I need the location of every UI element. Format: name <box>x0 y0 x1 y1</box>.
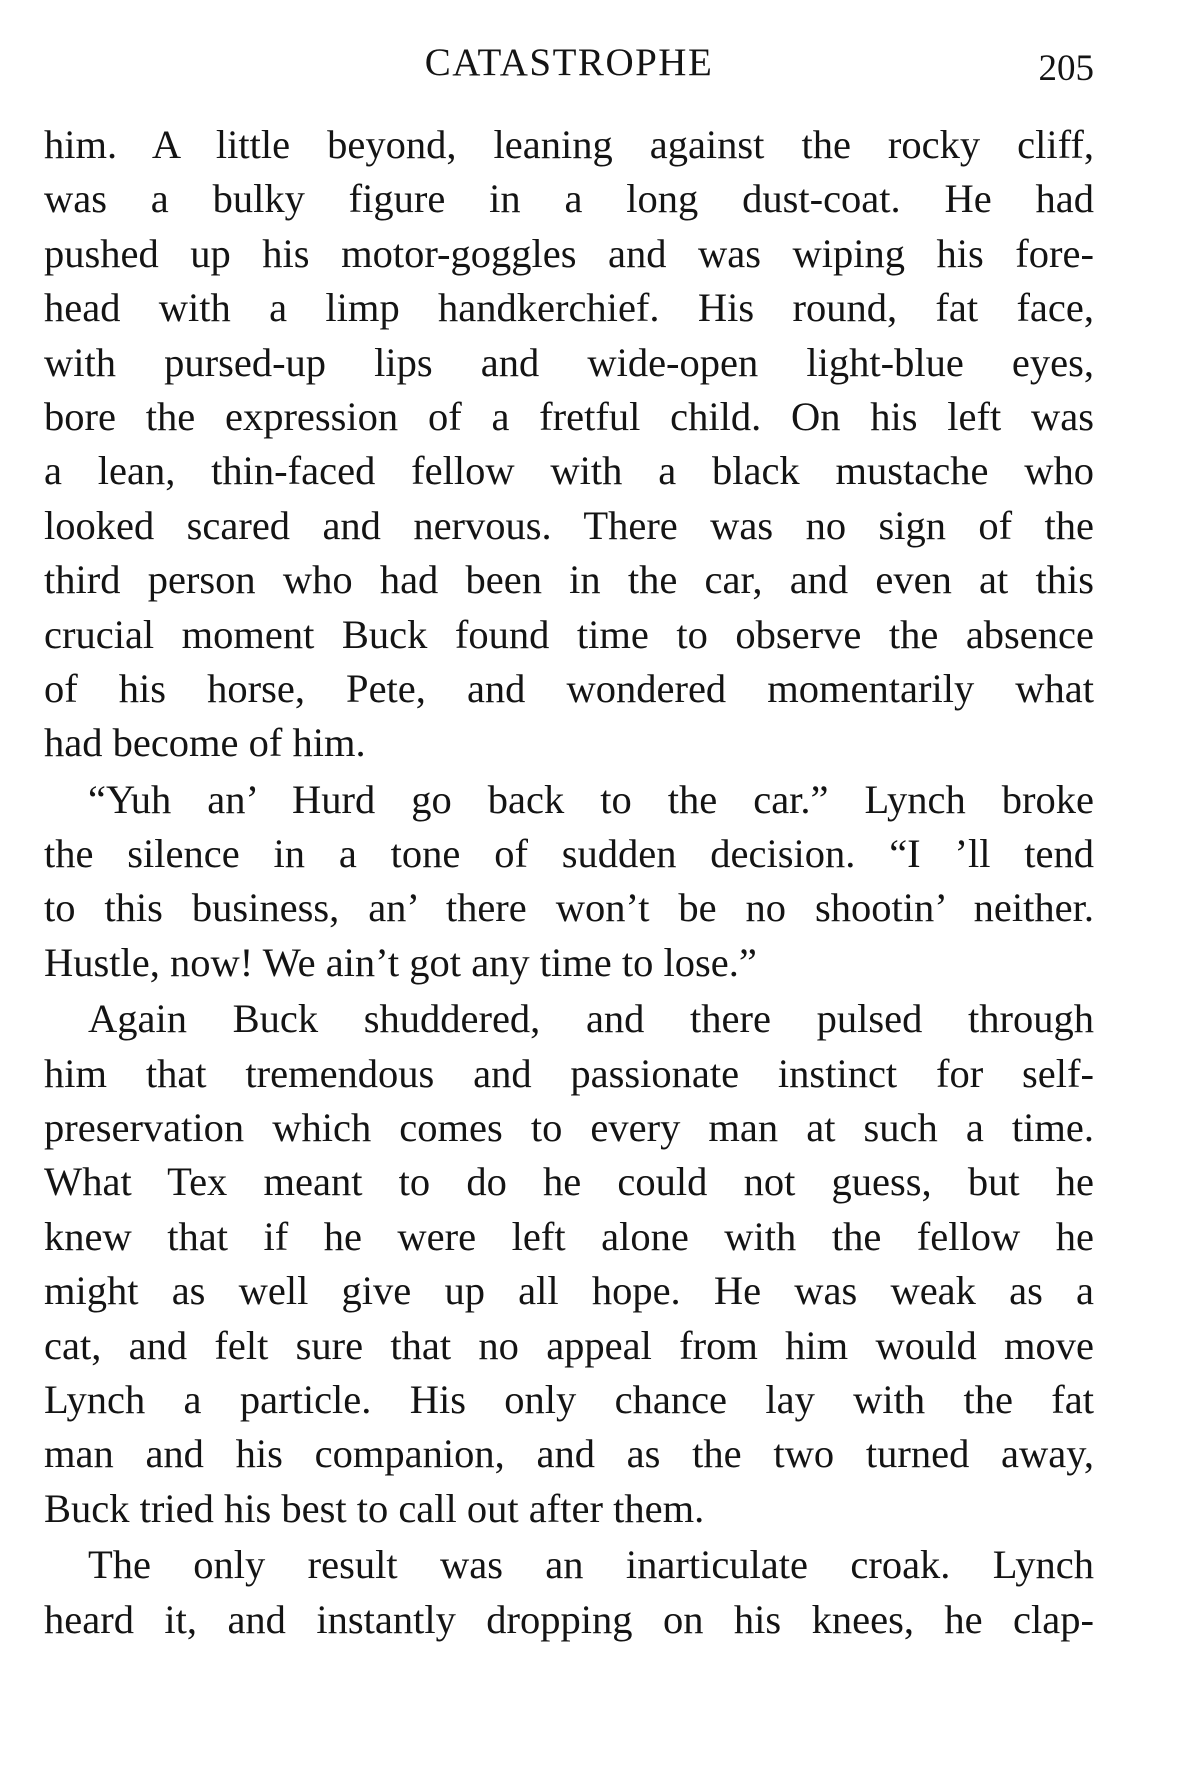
text-line: was a bulky figure in a long dust-coat. He had <box>44 176 1094 222</box>
text-line: a lean, thin-faced fellow with a black mustache who <box>44 448 1094 494</box>
page-header <box>44 38 1094 88</box>
page-number: 205 <box>1038 48 1094 89</box>
text-line: Hustle, now! We ain’t got any time to lose.” <box>44 939 757 985</box>
text-line: him. A little beyond, leaning against the rocky cliff, <box>44 122 1094 167</box>
text-line: heard it, and instantly dropping on his knees, he clap- <box>44 1596 1094 1642</box>
body-text <box>44 118 1094 1647</box>
text-line: What Tex meant to do he could not guess, but he <box>44 1159 1094 1205</box>
text-line: had become of him. <box>44 720 366 766</box>
text-line: third person who had been in the car, and even at this <box>44 557 1094 603</box>
text-line: looked scared and nervous. There was no sign of the <box>44 502 1094 548</box>
paragraph-first-line: The only result was an inarticulate croak. Lynch <box>88 1542 1094 1588</box>
running-title: CATASTROPHE <box>424 41 714 84</box>
text-line: man and his companion, and as the two turned away, <box>44 1431 1094 1477</box>
text-line: crucial moment Buck found time to observe the absence <box>44 611 1094 657</box>
paragraph-first-line: Again Buck shuddered, and there pulsed through <box>88 996 1094 1042</box>
paragraph-first-line: “Yuh an’ Hurd go back to the car.” Lynch broke <box>88 776 1094 822</box>
text-line: Buck tried his best to call out after them. <box>44 1485 705 1531</box>
text-line: with pursed-up lips and wide-open light-blue eyes, <box>44 339 1094 385</box>
text-line: the silence in a tone of sudden decision. “I ’ll tend <box>44 831 1094 877</box>
text-line: pushed up his motor-goggles and was wiping his fore- <box>44 230 1094 276</box>
text-line: cat, and felt sure that no appeal from him would move <box>44 1322 1094 1368</box>
text-line: Lynch a particle. His only chance lay with the fat <box>44 1376 1094 1422</box>
text-line: might as well give up all hope. He was weak as a <box>44 1268 1094 1314</box>
text-line: him that tremendous and passionate instinct for self- <box>44 1050 1094 1096</box>
text-line: bore the expression of a fretful child. On his left was <box>44 393 1094 439</box>
text-line: of his horse, Pete, and wondered momentarily what <box>44 665 1094 711</box>
text-line: to this business, an’ there won’t be no shootin’ neither. <box>44 885 1094 931</box>
text-line: head with a limp handkerchief. His round, fat face, <box>44 285 1094 331</box>
text-line: preservation which comes to every man at such a time. <box>44 1105 1094 1151</box>
text-line: knew that if he were left alone with the fellow he <box>44 1213 1094 1259</box>
